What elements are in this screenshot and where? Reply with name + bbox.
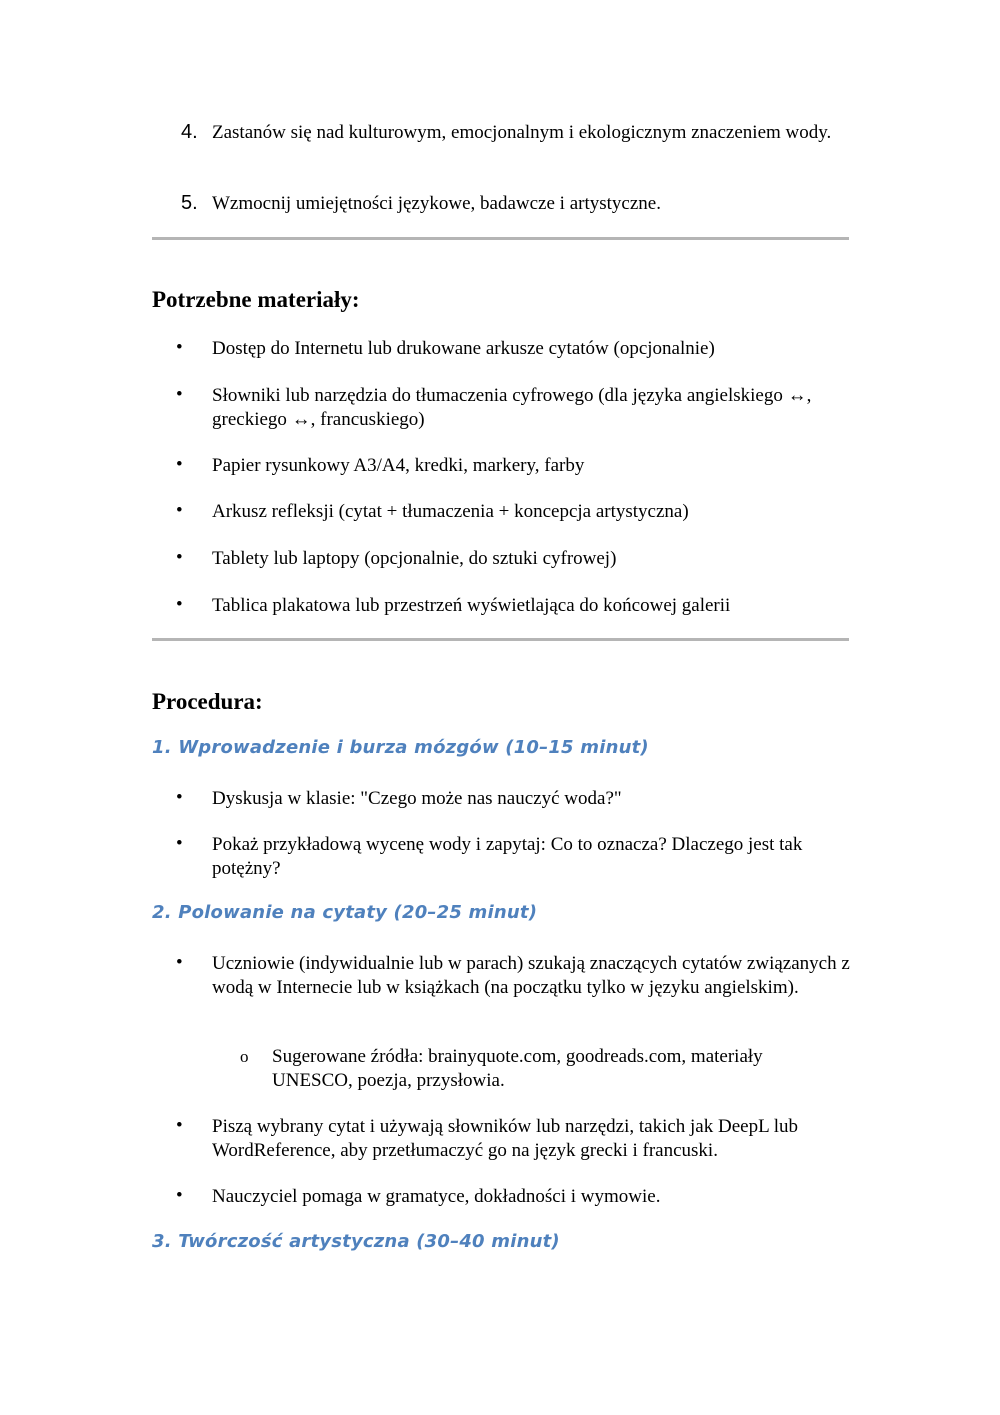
list-number: 4. [181,121,198,143]
sub-item-text: Sugerowane źródła: brainyquote.com, goodreads.com, materiały UNESCO, poezja, przysłowia. [272,1046,763,1091]
procedure-heading: Procedura: [152,689,263,714]
step-heading: 1. Wprowadzenie i burza mózgów (10–15 minut) [152,737,649,758]
horizontal-rule [152,638,849,641]
materials-item-text: Dostęp do Internetu lub drukowane arkusze cytatów (opcjonalnie) [212,338,715,359]
circle-bullet-icon: o [240,1047,249,1066]
bullet-icon: • [176,1115,183,1136]
step-heading: 2. Polowanie na cytaty (20–25 minut) [152,902,538,923]
step-item-text: Dyskusja w klasie: "Czego może nas nauczyć woda?" [212,788,622,809]
bullet-icon: • [176,500,183,521]
materials-item-text: Papier rysunkowy A3/A4, kredki, markery, farby [212,455,585,476]
step-item-text: Piszą wybrany cytat i używają słowników lub narzędzi, takich jak DeepL lub WordReference, aby przetłumaczyć go na język grecki i francuski. [212,1116,799,1161]
bullet-icon: • [176,787,183,808]
bullet-icon: • [176,547,183,568]
step-heading: 3. Twórczość artystyczna (30–40 minut) [152,1231,560,1252]
bullet-icon: • [176,833,183,854]
bullet-icon: • [176,1185,183,1206]
step-item-text: Nauczyciel pomaga w gramatyce, dokładności i wymowie. [212,1186,661,1207]
objective-text: Zastanów się nad kulturowym, emocjonalnym i ekologicznym znaczeniem wody. [212,122,832,143]
materials-item-text: Tablica plakatowa lub przestrzeń wyświetlająca do końcowej galerii [212,595,731,616]
materials-item-text: Tablety lub laptopy (opcjonalnie, do sztuki cyfrowej) [212,548,617,569]
list-number: 5. [181,192,198,214]
bullet-icon: • [176,454,183,475]
step-item-text: Pokaż przykładową wycenę wody i zapytaj: Co to oznacza? Dlaczego jest tak potężny? [212,834,803,879]
objective-text: Wzmocnij umiejętności językowe, badawcze i artystyczne. [212,193,661,214]
materials-heading: Potrzebne materiały: [152,287,360,312]
materials-item-text: Słowniki lub narzędzia do tłumaczenia cyfrowego (dla języka angielskiego ↔, greckiego ↔, francuskiego) [212,385,812,430]
bullet-icon: • [176,337,183,358]
horizontal-rule [152,237,849,240]
bullet-icon: • [176,594,183,615]
step-item-text: Uczniowie (indywidualnie lub w parach) szukają znaczących cytatów związanych z wodą w Internecie lub w książkach (na początku tylko w języku angielskim). [212,953,850,998]
materials-item-text: Arkusz refleksji (cytat + tłumaczenia + koncepcja artystyczna) [212,501,689,522]
bullet-icon: • [176,952,183,973]
bullet-icon: • [176,384,183,405]
